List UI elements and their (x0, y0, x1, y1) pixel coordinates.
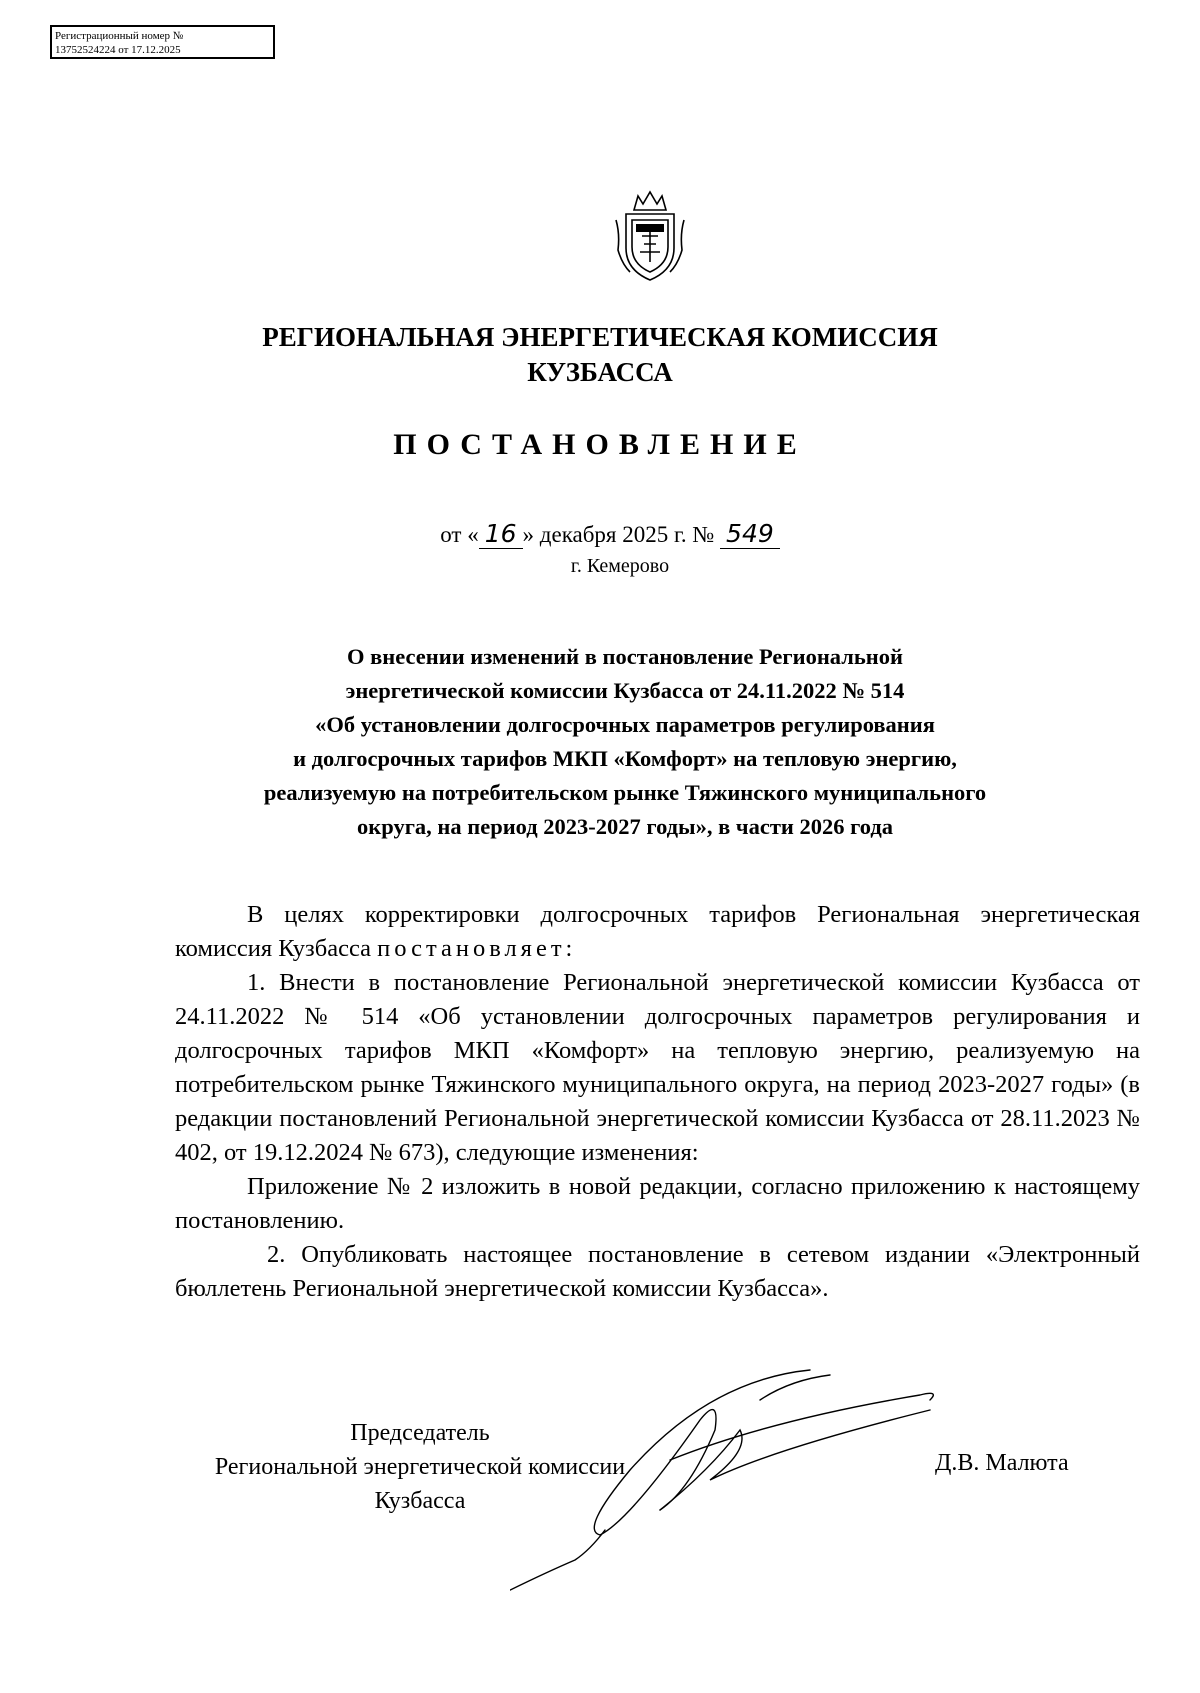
subject-line: О внесении изменений в постановление Региональной (347, 644, 903, 669)
item-2-paragraph: 2. Опубликовать настоящее постановление в сетевом издании «Электронный бюллетень Региональной энергетической комиссии Кузбасса». (175, 1241, 1140, 1302)
document-body (175, 898, 1140, 1306)
authority-line-2: КУЗБАССА (527, 357, 673, 387)
signatory-name: Д.В. Малюта (935, 1450, 1069, 1476)
intro-text: В целях корректировки долгосрочных тарифов Региональная энергетическая комиссия Кузбасса (175, 901, 1140, 962)
subject-line: «Об установлении долгосрочных параметров регулирования (315, 712, 935, 737)
item-1-paragraph: 1. Внести в постановление Региональной энергетической комиссии Кузбасса от 24.11.2022 № 514 «Об установлении долгосрочных параметров регулирования и долгосрочных тарифов МКП «Комфорт» на тепловую энергию, реализуемую на потребительском рынке Тяжинского муниципального округа, на период 2023-2027 годы» (в редакции постановлений Региональной энергетической комиссии Кузбасса от 28.11.2023 № 402, от 19.12.2024 № 673), следующие изменения: (175, 969, 1140, 1166)
document-type-title: ПОСТАНОВЛЕНИЕ (393, 428, 807, 461)
subject-line: реализуемую на потребительском рынке Тяжинского муниципального (263, 780, 987, 805)
signatory-position: Председатель (350, 1420, 490, 1446)
document-number: 549 (720, 520, 780, 549)
subject-line: и долгосрочных тарифов МКП «Комфорт» на тепловую энергию, (293, 746, 957, 771)
registration-stamp (50, 25, 275, 59)
authority-name (0, 320, 1200, 390)
handwritten-signature (510, 1360, 1030, 1610)
coat-of-arms-icon (612, 190, 688, 282)
registration-label: Регистрационный номер № (55, 30, 184, 42)
authority-line-1: РЕГИОНАЛЬНАЯ ЭНЕРГЕТИЧЕСКАЯ КОМИССИЯ (262, 322, 938, 352)
registration-number: 13752524224 от 17.12.2025 (55, 44, 181, 56)
city-line: г. Кемерово (570, 555, 670, 577)
document-subject (180, 640, 1070, 844)
date-middle: » декабря 2025 г. № (522, 522, 715, 547)
decree-word: постановляет: (377, 935, 577, 962)
subject-line: энергетической комиссии Кузбасса от 24.11.2022 № 514 (345, 678, 905, 703)
item-1-detail-paragraph: Приложение № 2 изложить в новой редакции, согласно приложению к настоящему постановлению. (175, 1173, 1140, 1234)
intro-paragraph (175, 898, 1140, 966)
signatory-organization: Региональной энергетической комиссии (214, 1454, 626, 1480)
signatory-region: Кузбасса (374, 1488, 466, 1514)
date-day: 16 (479, 520, 523, 549)
subject-line: округа, на период 2023-2027 годы», в части 2026 года (357, 814, 893, 839)
date-prefix: от « (440, 522, 479, 547)
date-number-line (0, 520, 1200, 549)
